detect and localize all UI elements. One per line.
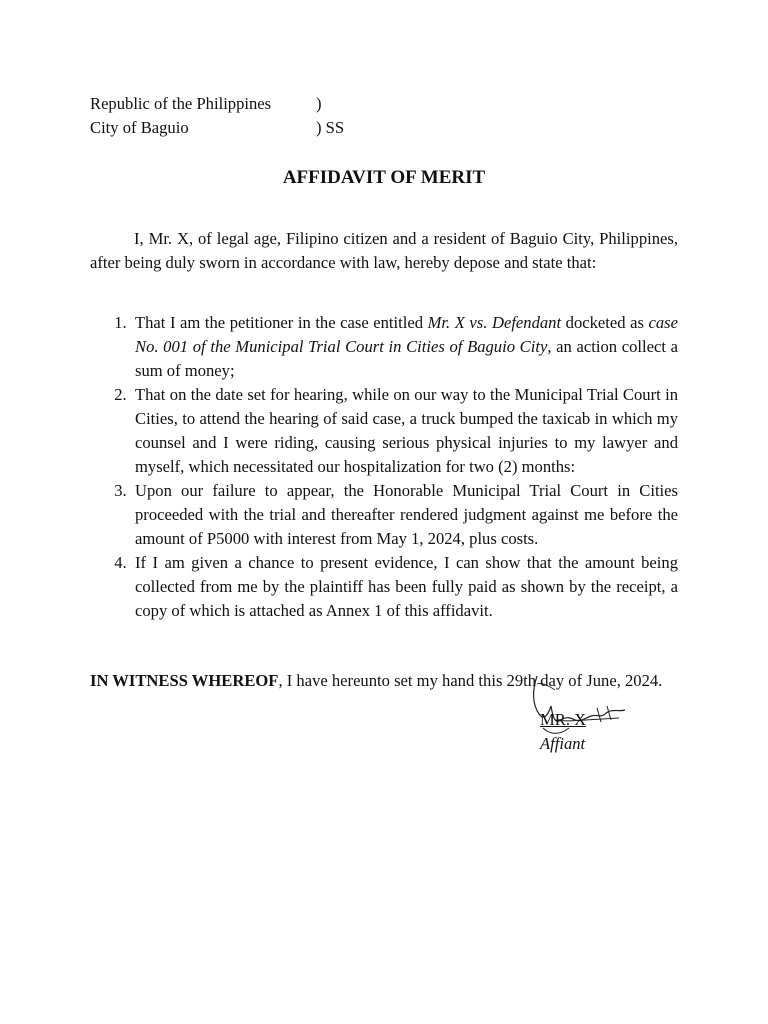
list-item bbox=[90, 551, 678, 623]
affiant-name: MR. X bbox=[540, 710, 587, 729]
item-text: That on the date set for hearing, while on our way to the Municipal Trial Court in Cities, to attend the hearing of said case, a truck bumped the taxicab in which my counsel and I were riding, causing serious physical injuries to my lawyer and myself, which necessitated our hospitalization for two (2) months: bbox=[135, 385, 678, 476]
list-item bbox=[90, 383, 678, 479]
case-number: case No. 001 of the Municipal Trial Court in Cities of Baguio City bbox=[135, 313, 678, 356]
witness-text: , I have hereunto set my hand this 29th day of June, 2024. bbox=[278, 671, 663, 690]
item-number-text: 2. bbox=[114, 385, 127, 404]
item-text: Upon our failure to appear, the Honorable Municipal Trial Court in Cities proceeded with the trial and thereafter rendered judgment against me before the amount of P5000 with interest from May 1, 2024, plus costs. bbox=[135, 481, 678, 548]
venue-ss: ) SS bbox=[316, 118, 345, 137]
witness-heading: IN WITNESS WHEREOF bbox=[90, 671, 279, 690]
item-text: If I am given a chance to present evidence, I can show that the amount being collected from me by the plaintiff has been fully paid as shown by the receipt, a copy of which is attached as Annex 1 of this affidavit. bbox=[135, 553, 678, 620]
intro-paragraph: I, Mr. X, of legal age, Filipino citizen and a resident of Baguio City, Philippines, after being duly sworn in accordance with law, hereby depose and state that: bbox=[90, 229, 678, 272]
list-item bbox=[90, 479, 678, 551]
venue-row-country bbox=[90, 92, 410, 116]
item-number bbox=[90, 551, 135, 623]
venue-paren: ) bbox=[316, 94, 322, 113]
affiant-label: Affiant bbox=[540, 734, 586, 753]
document-title: AFFIDAVIT OF MERIT bbox=[282, 167, 486, 188]
venue-country: Republic of the Philippines bbox=[90, 94, 272, 113]
venue-row-city bbox=[90, 116, 410, 140]
venue-city: City of Baguio bbox=[90, 118, 189, 137]
item-number bbox=[90, 383, 135, 479]
statement-list bbox=[90, 311, 678, 623]
signature-block bbox=[540, 708, 660, 756]
item-text bbox=[135, 311, 678, 383]
item-number-text: 3. bbox=[114, 481, 127, 500]
item-number bbox=[90, 479, 135, 551]
venue-block bbox=[90, 92, 410, 140]
item-number-text: 1. bbox=[114, 313, 127, 332]
item-text-part: docketed as bbox=[561, 313, 649, 332]
item-text-part: , an action collect a sum of money; bbox=[135, 337, 678, 380]
case-title: Mr. X vs. Defendant bbox=[427, 313, 562, 332]
item-number bbox=[90, 311, 135, 383]
item-number-text: 4. bbox=[114, 553, 127, 572]
item-text-part: That I am the petitioner in the case entitled bbox=[135, 313, 428, 332]
list-item bbox=[90, 311, 678, 383]
